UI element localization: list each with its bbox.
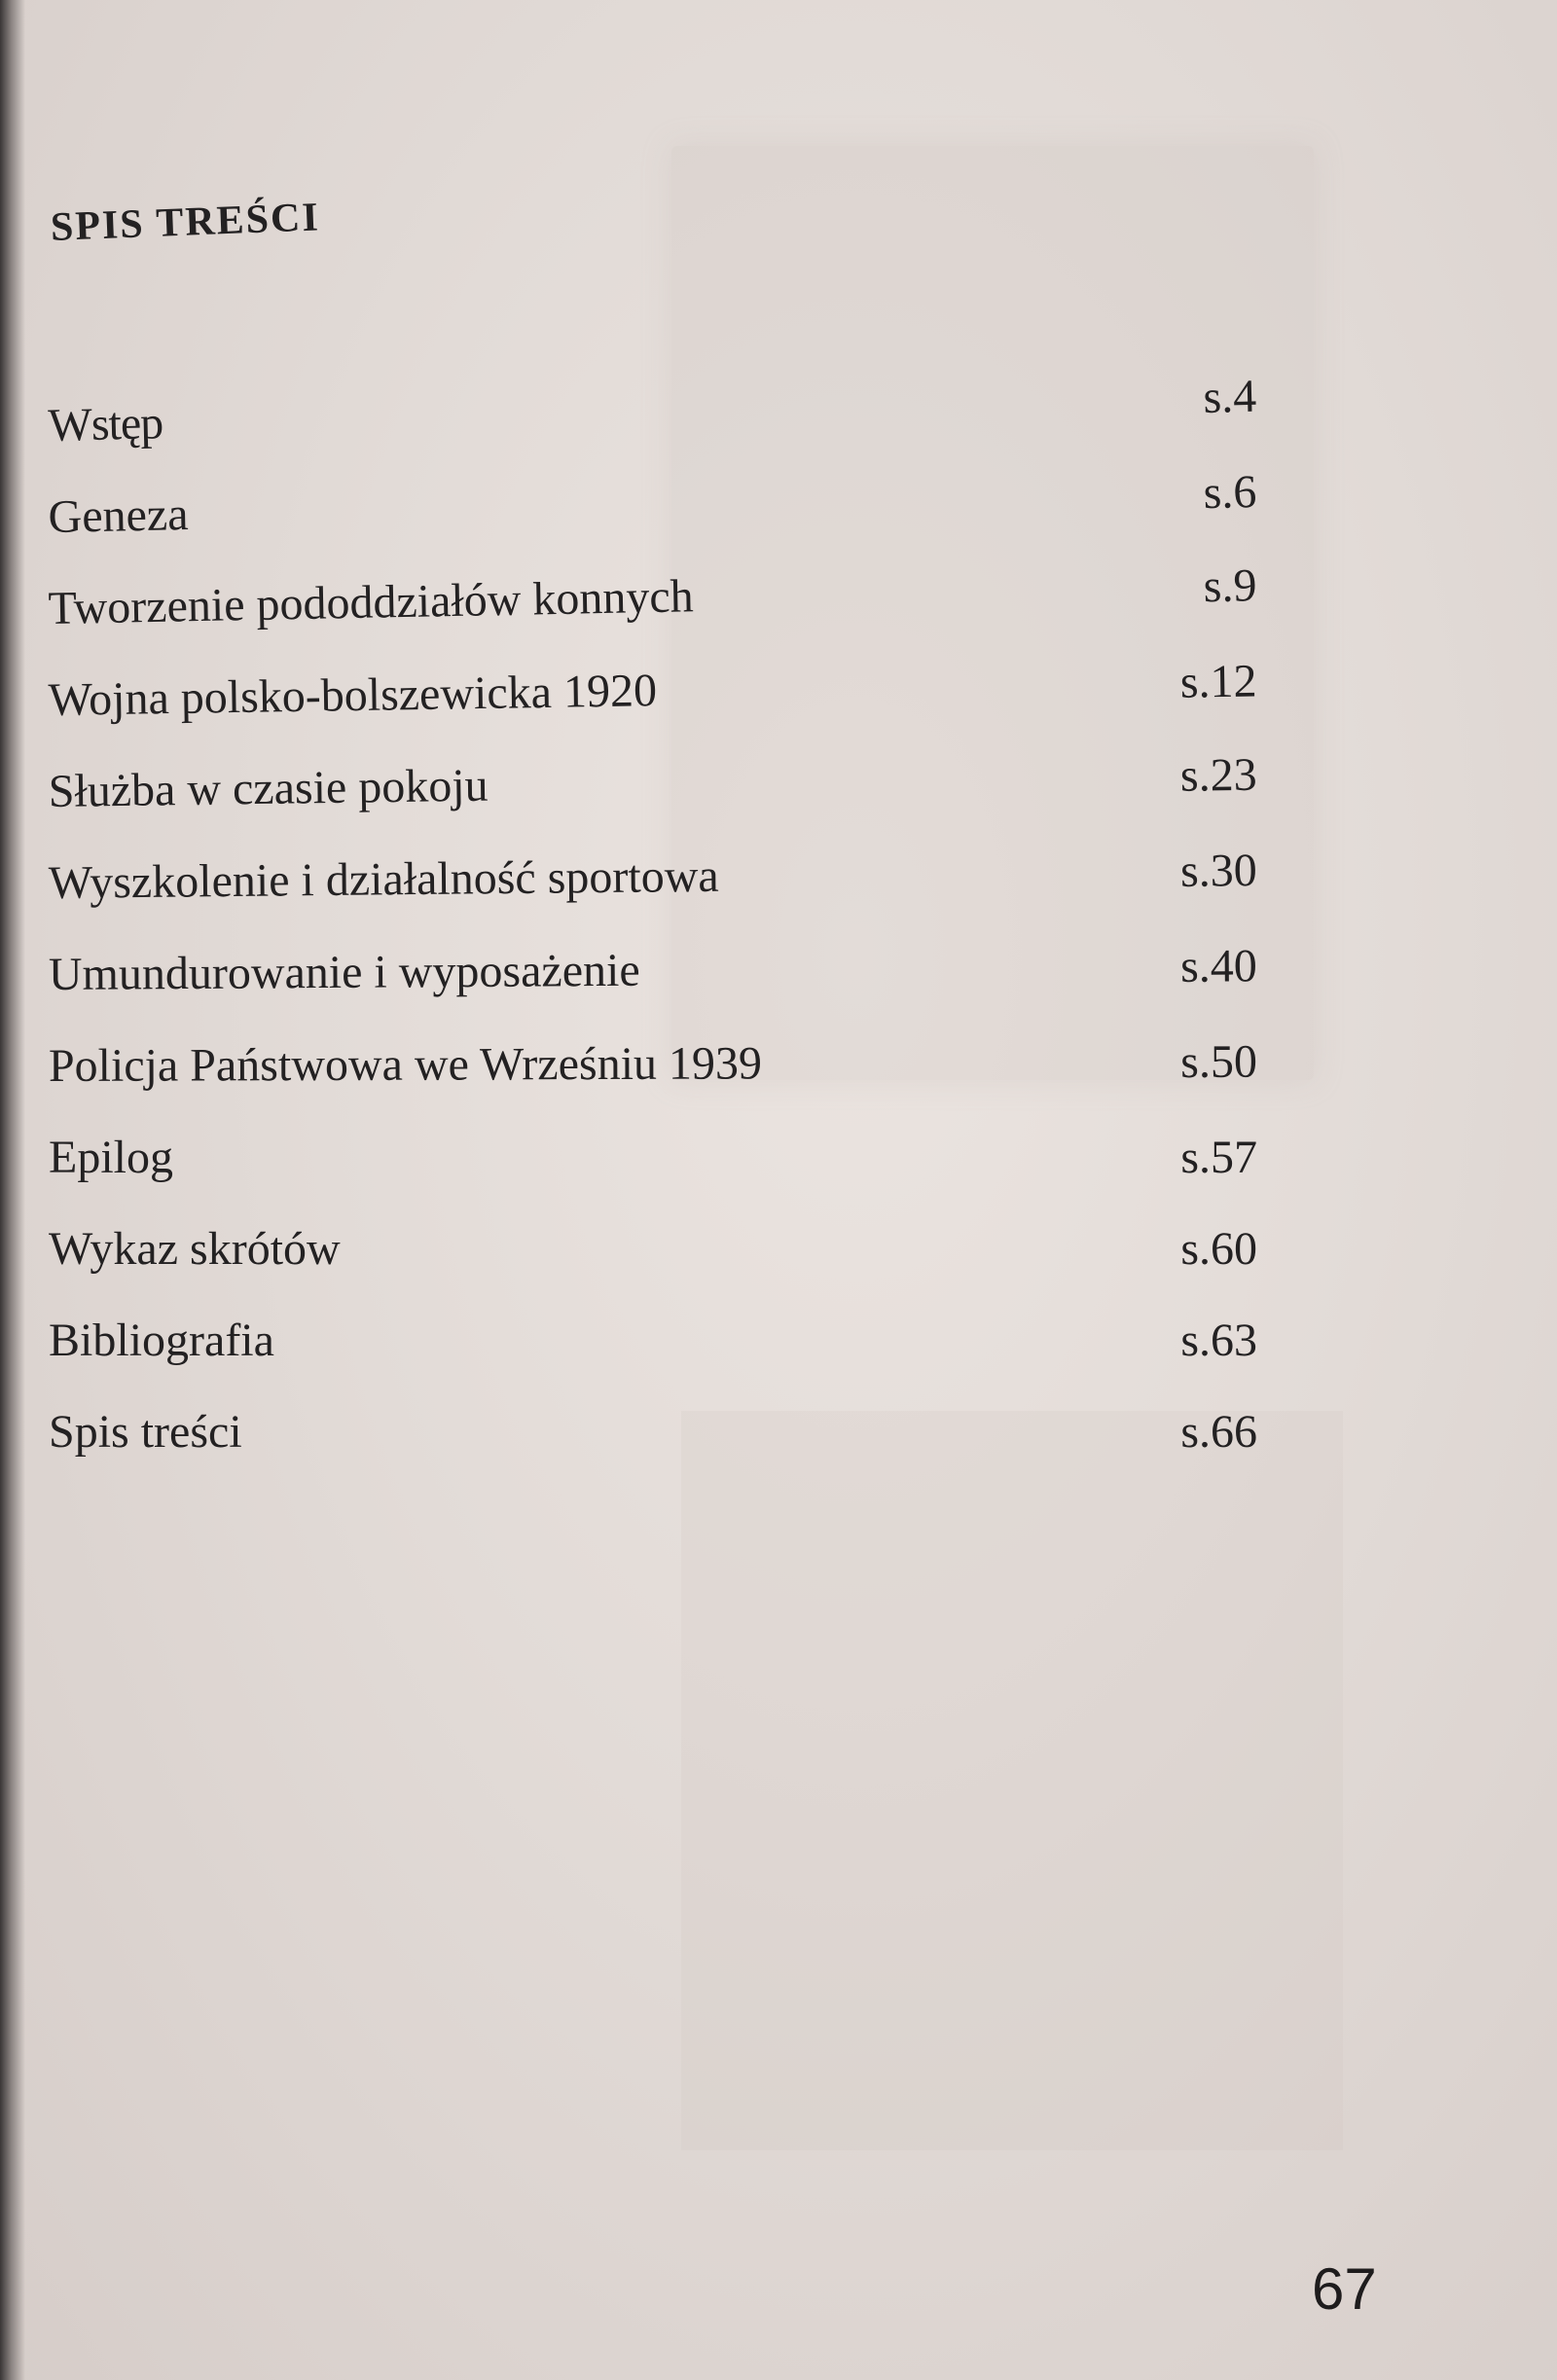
toc-entry-label: Epilog xyxy=(49,1132,173,1183)
toc-entry-page: s.57 xyxy=(1180,1132,1257,1183)
toc-entry-label: Wojna polsko-bolszewicka 1920 xyxy=(48,665,658,726)
toc-entry xyxy=(49,1405,1265,1497)
toc-entry-page: s.4 xyxy=(1202,370,1257,423)
toc-entry-label: Spis treści xyxy=(49,1406,242,1458)
toc-entry-page: s.30 xyxy=(1179,844,1258,897)
toc-entry-page: s.50 xyxy=(1180,1035,1258,1088)
toc-entry-page: s.6 xyxy=(1203,465,1257,520)
toc-entry-page: s.63 xyxy=(1180,1315,1257,1366)
toc-entry xyxy=(49,1222,1265,1314)
toc-entry xyxy=(49,1314,1265,1405)
toc-entry xyxy=(49,844,1266,948)
show-through-shadow-lower xyxy=(681,1411,1343,2150)
toc-entry-page: s.60 xyxy=(1180,1223,1257,1275)
toc-entry-label: Bibliografia xyxy=(49,1315,274,1366)
toc-entry-page: s.9 xyxy=(1203,559,1257,613)
toc-entry-label: Wykaz skrótów xyxy=(49,1223,341,1275)
page-number: 67 xyxy=(1312,2256,1377,2322)
page-title: SPIS TREŚCI xyxy=(50,195,321,250)
toc-entry xyxy=(49,939,1266,1039)
toc-entry xyxy=(49,1035,1265,1131)
toc-entry xyxy=(48,654,1265,765)
toc-entry-label: Geneza xyxy=(48,487,190,543)
toc-entry xyxy=(49,1131,1265,1222)
toc-entry-label: Umundurowanie i wyposażenie xyxy=(48,944,640,1000)
toc-entry-page: s.23 xyxy=(1179,748,1257,802)
toc-entry-label: Służba w czasie pokoju xyxy=(48,759,489,817)
toc-entry-label: Wstęp xyxy=(47,397,163,451)
toc-entry-page: s.12 xyxy=(1179,655,1257,708)
toc-entry-page: s.66 xyxy=(1180,1406,1257,1458)
toc-entry xyxy=(48,748,1265,856)
toc-entry-label: Wyszkolenie i działalność sportowa xyxy=(48,849,719,909)
toc-entry-label: Tworzenie pododdziałów konnych xyxy=(48,570,695,634)
toc-entry-page: s.40 xyxy=(1179,940,1258,992)
toc-entry-label: Policja Państwowa we Wrześniu 1939 xyxy=(48,1037,763,1092)
table-of-contents xyxy=(47,370,1265,1497)
